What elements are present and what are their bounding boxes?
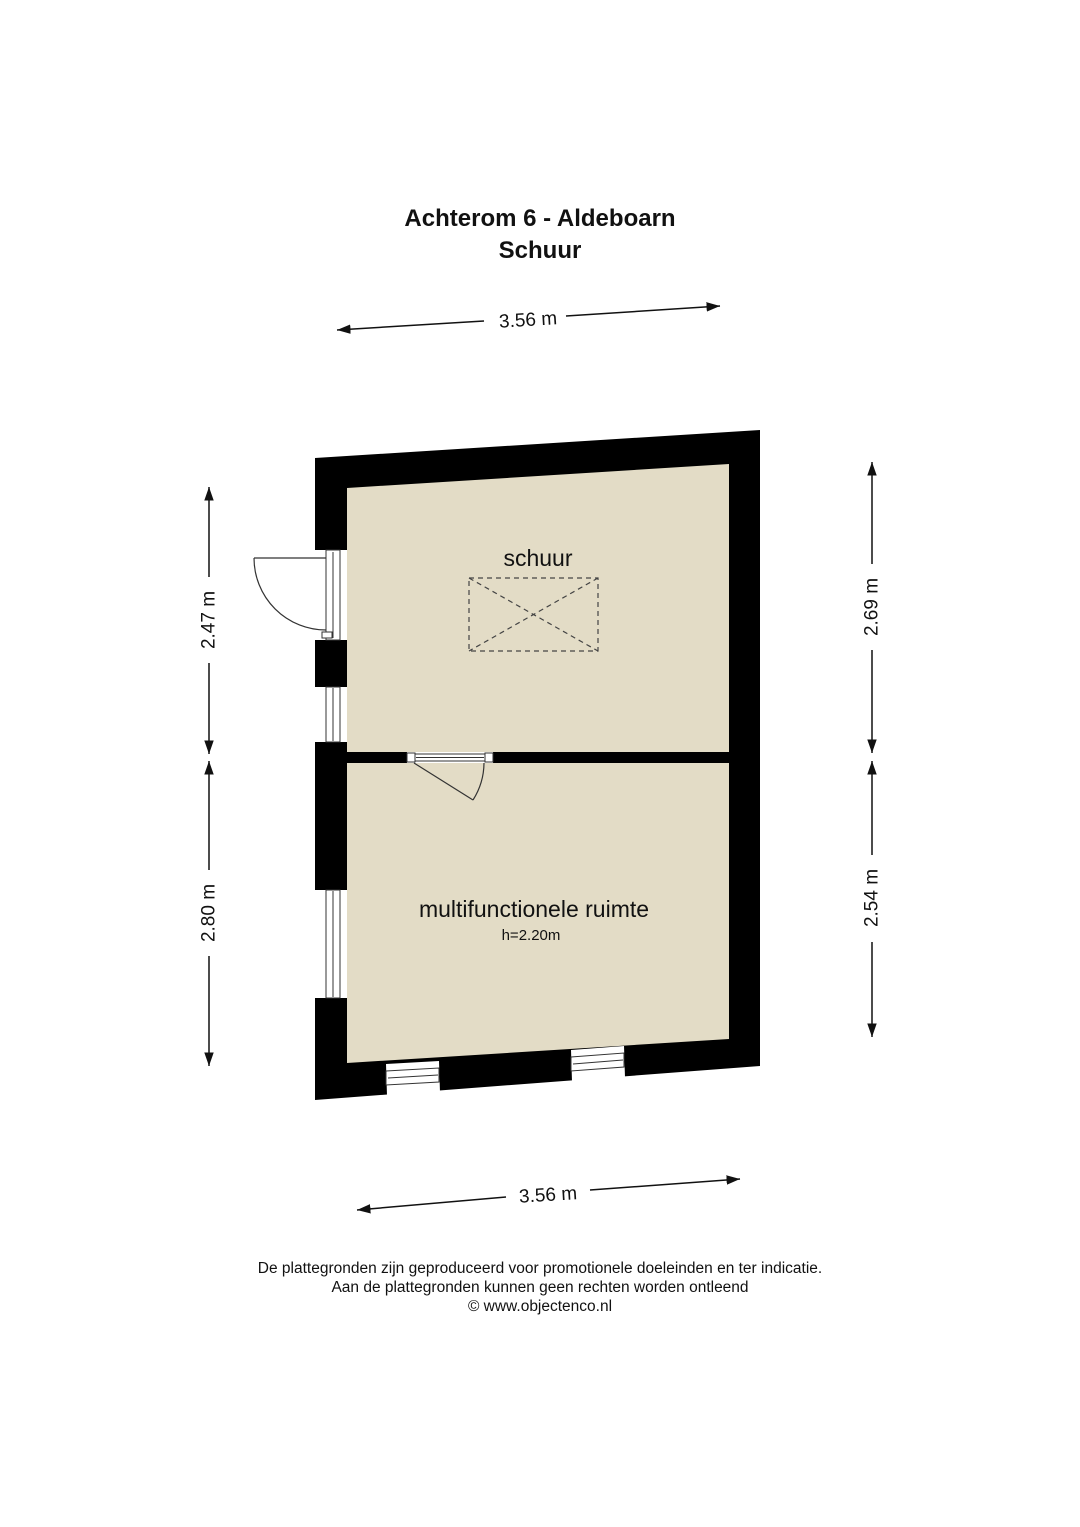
left-window-2 [315, 890, 347, 998]
left-window-1 [315, 687, 347, 742]
dimension-left-upper [199, 487, 220, 754]
room-label-schuur: schuur [503, 545, 573, 571]
dimension-right-upper [862, 462, 883, 753]
room-label-multifunctioneel: multifunctionele ruimte [418, 896, 650, 922]
copyright-line: © www.objectenco.nl [467, 1298, 613, 1315]
bottom-window-2 [571, 1046, 625, 1082]
dimension-right-lower-label: 2.54 m [861, 868, 883, 928]
dimension-bottom [357, 1179, 740, 1210]
bottom-window-1 [386, 1061, 440, 1096]
plan-title: Achterom 6 - Aldeboarn [404, 205, 676, 232]
room-height: h=2.20m [501, 927, 561, 944]
plan-subtitle: Schuur [498, 237, 582, 264]
left-door [254, 550, 347, 640]
interior-wall [347, 752, 729, 763]
dimension-top-label: 3.56 m [498, 308, 558, 333]
dimension-bottom-label: 3.56 m [518, 1183, 578, 1208]
disclaimer-line-2: Aan de plattegronden kunnen geen rechten worden ontleend [331, 1279, 749, 1296]
dimension-right-lower [862, 761, 883, 1037]
dimension-left-lower [199, 761, 220, 1066]
disclaimer-line-1: De plattegronden zijn geproduceerd voor promotionele doeleinden en ter indicatie. [257, 1260, 823, 1277]
dimension-top [337, 306, 720, 333]
dimension-left-upper-label: 2.47 m [198, 590, 220, 650]
dimension-left-lower-label: 2.80 m [198, 883, 220, 943]
dimension-right-upper-label: 2.69 m [861, 577, 883, 637]
